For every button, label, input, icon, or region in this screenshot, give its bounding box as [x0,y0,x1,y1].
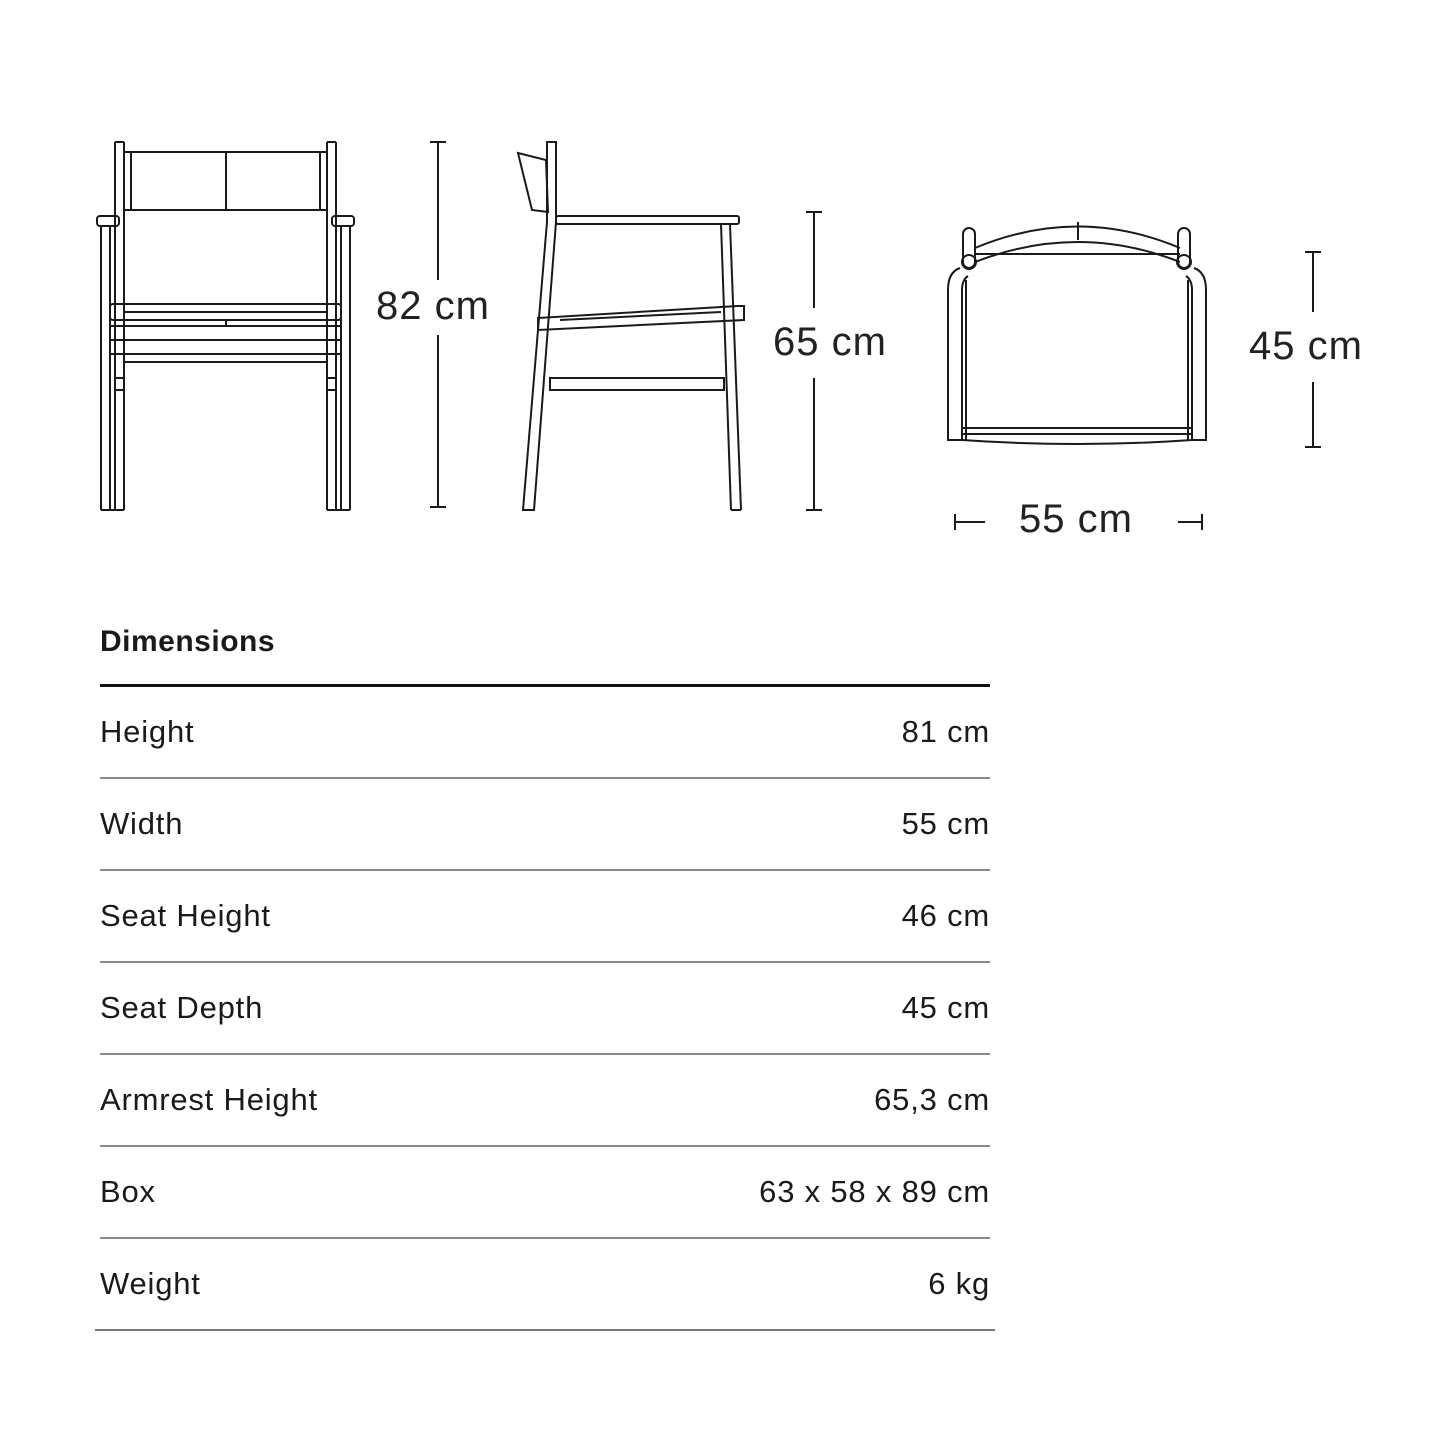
row-label: Weight [100,1266,201,1301]
row-label: Armrest Height [100,1082,318,1117]
row-value: 65,3 cm [874,1082,990,1117]
front-height-label: 82 cm [376,284,490,328]
row-value: 55 cm [901,806,990,841]
row-label: Width [100,806,184,841]
table-row [100,1055,990,1147]
front-view-chair [97,142,354,510]
side-view-chair [518,142,744,510]
row-label: Height [100,714,195,749]
dimensions-title: Dimensions [100,600,990,687]
row-value: 63 x 58 x 89 cm [759,1174,990,1209]
table-row [100,687,990,779]
chair-drawings [0,0,1445,600]
dimensions-rows [100,687,990,1331]
table-row [95,1239,995,1331]
top-view-chair [948,222,1206,444]
table-row [100,871,990,963]
row-label: Seat Depth [100,990,264,1025]
row-value: 45 cm [901,990,990,1025]
top-depth-label: 45 cm [1249,324,1363,368]
row-label: Seat Height [100,898,271,933]
row-value: 81 cm [901,714,990,749]
table-row [100,779,990,871]
row-value: 46 cm [901,898,990,933]
table-row [100,963,990,1055]
table-row [100,1147,990,1239]
dimensions-table [100,600,990,1331]
side-height-label: 65 cm [773,320,887,364]
row-value: 6 kg [928,1266,990,1301]
top-width-label: 55 cm [1019,497,1133,541]
chair-line-drawings [0,0,1445,600]
row-label: Box [100,1174,156,1209]
